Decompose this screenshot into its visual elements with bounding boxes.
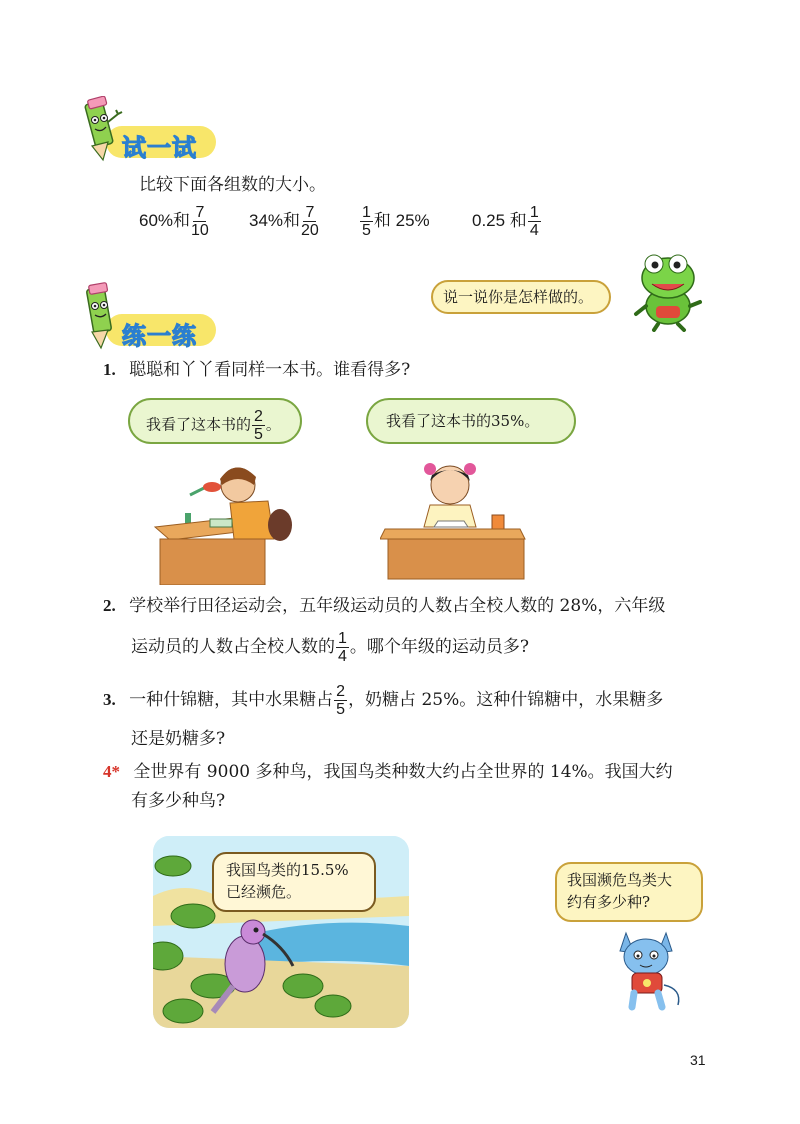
frog-speech-bubble: 说一说你是怎样做的。 <box>431 280 611 314</box>
girl-reading-illustration <box>380 455 530 580</box>
compare-item-1: 60%和 $\frac{7}{10}$ <box>139 204 209 239</box>
compare-item-2: 34%和 $\frac{7}{20}$ <box>249 204 319 239</box>
question-3: 3. 一种什锦糖，其中水果糖占 $\frac{2}{5}$ ，奶糖占 25%。这种什锦糖中，水果糖多 <box>103 683 664 718</box>
fraction: $\frac{7}{20}$ <box>301 204 319 239</box>
instruction-compare: 比较下面各组数的大小。 <box>139 175 326 195</box>
girl-speech-bubble: 我看了这本书的35%。 <box>366 398 576 444</box>
pencil-mascot-icon <box>78 282 124 352</box>
question-text-line1: 全世界有 9000 多种鸟，我国鸟类种数大约占全世界的 14%。我国大约 <box>133 762 673 782</box>
compare-item-3: $\frac{1}{5}$ 和 25% <box>362 204 430 239</box>
section-header-try <box>78 96 228 166</box>
pencil-mascot-icon <box>78 96 124 166</box>
fraction: $\frac{7}{10}$ <box>191 204 209 239</box>
bird-speech-bubble: 我国鸟类的15.5% 已经濒危。 <box>212 852 376 912</box>
fraction: $\frac{2}{5}$ <box>336 683 346 718</box>
question-number: 2. <box>103 596 116 615</box>
question-number: 4* <box>103 762 120 781</box>
section-title-try: 试一试 <box>122 134 197 162</box>
question-2 <box>103 594 665 618</box>
compare-item-4: 0.25 和 $\frac{1}{4}$ <box>472 204 539 239</box>
question-number: 3. <box>103 690 116 709</box>
fraction: $\frac{1}{4}$ <box>529 204 539 239</box>
boy-reading-illustration <box>150 455 300 585</box>
question-4-line2: 有多少种鸟? <box>131 791 226 811</box>
compare-items <box>139 204 599 244</box>
cat-speech-bubble: 我国濒危鸟类大 约有多少种? <box>555 862 703 922</box>
question-text-line1: 学校举行田径运动会，五年级运动员的人数占全校人数的 28%，六年级 <box>129 596 666 616</box>
question-1 <box>103 358 410 382</box>
question-number: 1. <box>103 360 116 379</box>
fraction: $\frac{2}{5}$ <box>254 408 263 443</box>
fraction: $\frac{1}{4}$ <box>338 630 347 665</box>
question-3-line2: 还是奶糖多? <box>131 729 226 749</box>
question-2-line2: 运动员的人数占全校人数的 $\frac{1}{4}$ 。哪个年级的运动员多? <box>131 630 530 665</box>
boy-speech-bubble: 我看了这本书的 $\frac{2}{5}$ 。 <box>128 398 302 444</box>
section-title-practice: 练一练 <box>122 322 197 350</box>
question-text: 聪聪和丫丫看同样一本书。谁看得多? <box>129 360 411 380</box>
question-4 <box>103 760 673 784</box>
frog-mascot-icon <box>630 250 706 332</box>
cat-mascot-icon <box>612 925 688 1011</box>
page-number: 31 <box>690 1052 706 1068</box>
section-header-practice <box>78 282 228 352</box>
fraction: $\frac{1}{5}$ <box>362 204 371 239</box>
